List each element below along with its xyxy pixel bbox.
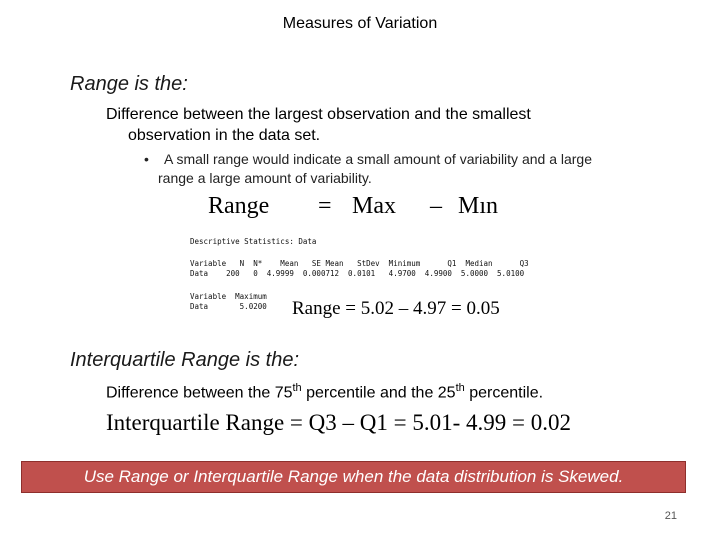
range-bullet	[144, 150, 684, 188]
formula-minus: –	[430, 193, 442, 219]
slide-title: Measures of Variation	[282, 15, 438, 32]
iqr-def-sup2: th	[455, 382, 465, 394]
range-definition	[106, 104, 666, 146]
iqr-formula: Interquartile Range = Q3 – Q1 = 5.01- 4.99 = 0.02	[106, 410, 571, 435]
page-number: 21	[664, 510, 677, 522]
minitab-row2-values: Data 5.0200	[190, 302, 267, 311]
skewed-banner	[21, 461, 686, 493]
iqr-def-part1: Difference between the 75	[106, 384, 293, 402]
formula-equals: =	[318, 193, 332, 219]
iqr-definition	[106, 382, 543, 402]
banner-text: Use Range or Interquartile Range when the data distribution is Skewed.	[83, 467, 624, 486]
range-heading: Range is the:	[70, 73, 188, 95]
iqr-def-part2: percentile and the 25	[301, 384, 456, 402]
bullet-icon: •	[144, 151, 149, 167]
formula-min: Mın	[458, 193, 499, 219]
bullet-line2: range a large amount of variability.	[158, 170, 372, 186]
minitab-row1-values: Data 200 0 4.9999 0.000712 0.0101 4.9700 4.9900 5.0000 5.0100	[190, 269, 525, 278]
minitab-header: Descriptive Statistics: Data	[190, 237, 317, 246]
iqr-def-sup1: th	[292, 382, 302, 394]
formula-max: Max	[352, 193, 396, 219]
iqr-heading: Interquartile Range is the:	[70, 349, 300, 371]
iqr-def-part3: percentile.	[464, 384, 544, 402]
bullet-line1: A small range would indicate a small amount of variability and a large	[164, 151, 593, 167]
formula-range-label: Range	[208, 193, 270, 219]
range-calculation: Range = 5.02 – 4.97 = 0.05	[292, 298, 500, 319]
range-definition-line1: Difference between the largest observation and the smallest	[106, 106, 531, 123]
minitab-row2-head: Variable Maximum	[190, 292, 267, 301]
minitab-row1-head: Variable N N* Mean SE Mean StDev Minimum Q1 Median Q3	[190, 259, 529, 268]
range-definition-line2: observation in the data set.	[128, 127, 321, 144]
